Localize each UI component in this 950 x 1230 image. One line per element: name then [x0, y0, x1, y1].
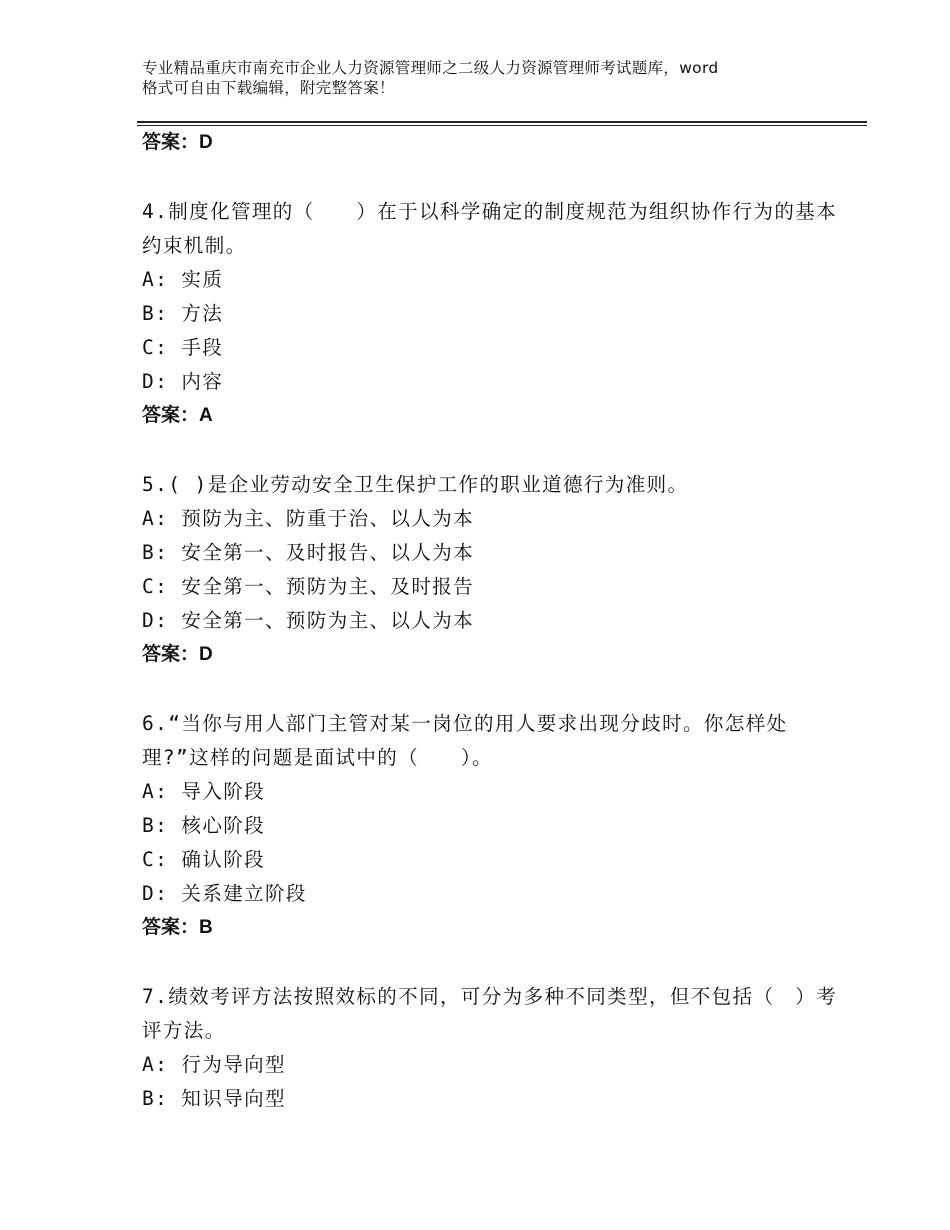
question-4 [142, 195, 842, 433]
question-text: 7.绩效考评方法按照效标的不同，可分为多种不同类型，但不包括（ ）考评方法。 [142, 985, 838, 1042]
question-5 [142, 468, 842, 672]
answer: 答案：A [142, 405, 213, 426]
option-a: A: 预防为主、防重于治、以人为本 [142, 507, 475, 530]
question-7 [142, 980, 842, 1116]
option-a: A: 导入阶段 [142, 780, 266, 803]
header-line-1: 专业精品重庆市南充市企业人力资源管理师之二级人力资源管理师考试题库，word [142, 59, 719, 77]
option-a: A: 行为导向型 [142, 1053, 286, 1076]
document-body [142, 126, 842, 1116]
question-text: 5.( )是企业劳动安全卫生保护工作的职业道德行为准则。 [142, 473, 689, 496]
answer: 答案：D [142, 644, 213, 665]
option-c: C: 手段 [142, 336, 224, 359]
option-d: D: 关系建立阶段 [142, 882, 307, 905]
option-b: B: 核心阶段 [142, 814, 266, 837]
option-c: C: 安全第一、预防为主、及时报告 [142, 575, 475, 598]
option-c: C: 确认阶段 [142, 848, 266, 871]
document-header [142, 58, 842, 98]
header-line-2: 格式可自由下载编辑，附完整答案！ [142, 79, 395, 97]
answer-q3: 答案：D [142, 132, 213, 153]
answer: 答案：B [142, 917, 213, 938]
option-b: B: 方法 [142, 302, 224, 325]
option-a: A: 实质 [142, 268, 224, 291]
header-rule-thick [137, 121, 867, 123]
question-text: 4.制度化管理的（ ）在于以科学确定的制度规范为组织协作行为的基本约束机制。 [142, 200, 838, 257]
option-d: D: 安全第一、预防为主、以人为本 [142, 609, 475, 632]
option-d: D: 内容 [142, 370, 224, 393]
option-b: B: 知识导向型 [142, 1087, 286, 1110]
question-6 [142, 707, 842, 945]
option-b: B: 安全第一、及时报告、以人为本 [142, 541, 475, 564]
question-text: 6.“当你与用人部门主管对某一岗位的用人要求出现分歧时。你怎样处理?”这样的问题是面试中的（ ）。 [142, 712, 788, 769]
